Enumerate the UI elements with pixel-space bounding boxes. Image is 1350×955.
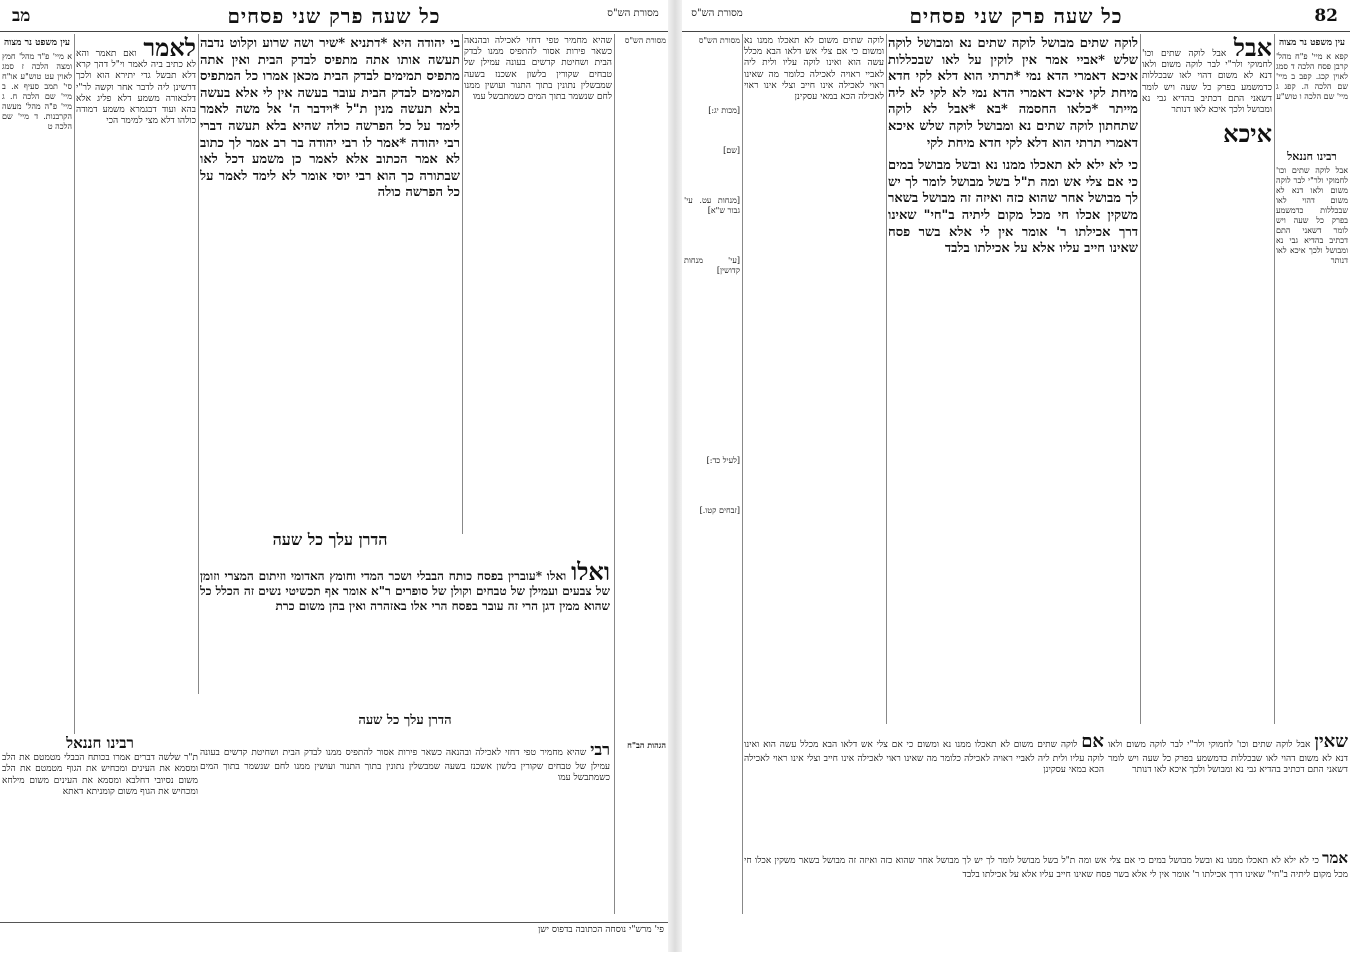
left-ein-mishpat-head: עין משפט נר מצוה [3,38,71,48]
book-gutter [668,0,682,952]
right-ein-mishpat-text: קפא א מיי' פ"ח מהל' קרבן פסח הלכה ד סמג לאוין קכג. קפב ב מיי' שם הלכה ה. קפג ג מיי' שם הלכה ו טוש"ע [1276,52,1348,101]
left-hadran-2: הדרן עלך כל שעה [358,713,452,728]
right-lower-start-word-2: שאין [1314,731,1348,752]
right-margin-note-2: [שם] [723,146,740,155]
right-lower-commentary [744,730,1104,840]
left-page [0,0,668,952]
left-bottom-line: פי' מרש"י נוסחה הכתובה בדפוס ישן [537,925,664,935]
left-rabbeinu-chananel-head: רבינו חננאל [66,736,134,752]
left-rabbeinu-chananel-text: ת"ר שלשה דברים אמרו בכותח הבבלי מטמטם את הלב ומסמא את העינים ומכחיש את הגוף מטמטם את הלב משום נסיובי דחלבא ומסמא את העינים משום מילחא ומכחיש את הגוף משום קומניתא דאתא [2,753,198,797]
right-margin-note-5: [לעיל כד:] [706,456,740,465]
right-divider-4 [1274,34,1275,724]
right-masoret-column [684,36,740,916]
left-ein-mishpat-text: א מיי' פ"ד מהל' חמץ ומצה הלכה ז סמג לאוין עט טוש"ע או"ח סי' תמב סעיף א. ב מיי' שם הלכה ח. ג מיי' פ"ה מהל' מעשה הקרבנות. ד מיי' שם הלכה ט [2,52,72,131]
right-main-text-column [888,36,1138,726]
right-margin-note-3: [מנחות עט. עי' גבור ש"א] [684,196,740,215]
left-masoret-head: מסורת הש"ס [624,36,666,45]
left-divider-3 [614,34,615,914]
right-corner-left: מסורת הש"ס [691,8,743,19]
left-second-text: ואלו *עוברין בפסח כותח הבבלי ושכר המדי וחומץ האדומי וזיתום המצרי וזומן של צבעים ועמילן של טבחים וקולן של סופרים ר"א אומר אף תכשיטי נשים זה הכלל כל שהוא ממין דגן הרי זה עובר בפסח הרי אלו באזהרה ואין בהן משום כרת [200,569,610,613]
left-header-rule [0,31,668,32]
right-divider-1 [742,34,743,914]
left-hagahot-label: הגהות הב"ח [627,740,666,750]
right-lower-text: לוקה שתים משום לא תאכלו ממנו נא ומשום כי אם צלי אש דלאו הבא מכלל עשה הוא ואינו לוקה עליו ולית ליה לאביי ראויה לאכילה כלומר מה שאינו ראוי לאכילה אינו חייב וצלי אינו ראוי לאכילה הכא במאי עסקינן [744,740,1104,776]
right-ein-mishpat [1276,36,1348,146]
left-tosafot-column [76,36,196,696]
left-bottom-notes [0,922,668,955]
right-rabbeinu-chananel-text: אבל לוקה שתים וכו' לחמוקי ולר"י לבר לוקה משום ולאו דנא לא משום דהוי לאו שבכללות כדמשמע בפרק כל שעה ויש לומר דשאני התם דכתיב בהדיא גבי נא ומבושל ולכך איכא לאו דנותר [1276,166,1348,265]
left-running-title: כל שעה פרק שני פסחים [227,4,441,28]
left-divider-1 [198,34,199,694]
right-margin-note-4: [עי' מנחות קדושין] [684,256,740,275]
right-divider-3 [1140,34,1141,724]
right-tosafot-start-word-2: איכא [1223,119,1272,149]
right-page [682,0,1350,952]
left-folio-number: מב [12,6,31,26]
right-rabbeinu-chananel [1276,150,1348,710]
left-lower-start-word: רבי [590,740,610,759]
right-tosafot-text: אבל לוקה שתים וכו' לחמוקי ולר"י לבר לוקה משום ולאו דנא לא משום דהוי לאו שבכללות כדמשמע בפרק כל שעה ויש לומר דשאני התם דכתיב בהדיא גבי נא ומבושל ולכך איכא לאו דנותר [1142,49,1272,116]
left-hadran-1: הדרן עלך כל שעה [272,530,388,549]
right-second-main-text: כי לא ילא לא תאכלו ממנו נא ובשל מבושל במים כי אם צלי אש ומה ת"ל בשל מבושל לומר לך יש לך מבושל אחר שהוא כזה ואיזה זה מבושל בשאר משקין אכלו חי מכל מקום ליתיה ב"חי" שאינו דרך אכילתו ר' אומר אין לי אלא בשר פסח שאינו חייב עליו אלא על אכילתו בלבד [888,158,1138,257]
right-divider-2 [886,34,887,724]
right-rabbeinu-chananel-head: רבינו חננאל [1287,150,1337,163]
right-lower-tosafot [1108,730,1348,840]
left-corner-right: מסורת הש"ס [607,8,659,19]
left-divider-4 [74,34,75,734]
left-main-text: בי יהודה היא *דתניא *שיר ושה שרוע וקלוט נדבה תעשה אותו אתה מתפיס לבדק הבית ואין אתה מתפיס תמימים לבדק הבית מכאן אמרו כל המתפיס תמימים לבדק הבית עובר בעשה אין לי אלא בעשה בלא תעשה מנין ת"ל *וידבר ה' אל משה לאמר לימד על כל הפרשה כולה שהיא בלא תעשה דברי רבי יהודה *אמר לו רבי יהודה בר רב אמר לך כתוב לא אמר הכתוב אלא לאמר כן משמע דכל לאו שבתורה כך הוא רבי יוסי אומר לא לימד לאמר על כל הפרשה כולה [200,36,460,201]
right-ein-mishpat-head: עין משפט נר מצוה [1278,38,1346,48]
right-bottom-text: כי לא ילא לא תאכלו ממנו נא ובשל מבושל במים כי אם צלי אש ומה ת"ל בשל מבושל לומר לך יש לך מבושל אחר שהוא כזה ואיזה זה מבושל בשאר משקין אכלו חי מכל מקום ליתיה ב"חי" שאינו דרך אכילתו ר' אומר אין לי אלא בשר פסח שאינו חייב עליו אלא על אכילתו בלבד [744,856,1348,880]
left-rashi-text: שהיא מחמיר טפי דחזי לאכילה ובהנאה כשאר פירות אסור להתפיס ממנו לבדק הבית ושחיטת קדשים בעונה עמילן של טבחים שקורין בלשון אשכנז בשעה שמבשלין נתונין בתוך התנור ועושין ממנו לחם שנשמר בתוך המים כשמתבשל עמו [464,36,612,103]
right-main-text: לוקה שתים מבושל לוקה שתים נא ומבושל לוקה שלש *אביי אמר אין לוקין על לאו שבכללות איכא דאמרי הדא נמי *תרתי הוא דלא לקי חדא מיחת לקי איכא דאמרי הדא נמי לא לקי לא ליה מייתר *כלאו החסמה *בא *אבל לא לוקה שתחתון לוקה שתים נא ומבושל לוקה שלש איכא דאמרי תרתי הוא דלא לקי חדא מיחת לקי [888,36,1138,151]
right-rashi-text: לוקה שתים משום לא תאכלו ממנו נא ומשום כי אם צלי אש דלאו הבא מכלל עשה הוא ואינו לוקה עליו ולית ליה לאביי ראויה לאכילה כלומר מה שאינו ראוי לאכילה אינו חייב וצלי אינו ראוי לאכילה הכא במאי עסקינן [744,36,884,103]
left-page-header [0,4,668,30]
right-page-header [682,4,1350,30]
right-lower-start-word: אם [1081,731,1104,752]
left-lower-commentary [200,738,610,866]
left-tosafot-start-word: לאמר [143,36,196,62]
right-tosafot-start-word: אבל [1233,36,1272,62]
right-header-rule [682,31,1350,32]
right-running-title: כל שעה פרק שני פסחים [909,4,1123,28]
right-margin-note-6: [זבחים קטו.] [699,506,740,515]
left-masoret-column [616,36,666,736]
right-masoret-head: מסורת הש"ס [698,36,740,45]
left-rabbeinu-chananel [2,736,198,866]
right-bottom-commentary [744,846,1348,946]
right-lower-tosafot-text: אבל לוקה שתים וכו' לחמוקי ולר"י לבר לוקה משום ולאו דנא לא משום דהוי לאו שבכללות כדמשמע בפרק כל שעה ויש לומר דשאני התם דכתיב בהדיא גבי נא ומבושל ולכך איכא לאו דנותר [1108,740,1348,776]
right-margin-note-1: [מכות יג:] [708,106,740,115]
right-folio-number: 82 [1314,6,1338,26]
left-second-section [200,560,610,700]
right-rashi-column [744,36,884,726]
left-lower-text: שהיא מחמיר טפי דחזי לאכילה ובהנאה כשאר פירות אסור להתפיס ממנו לבדק הבית ושחיטת קדשים בעונה עמילן של טבחים שקורין בלשון אשכנז בשעה שמבשלין נתונין בתוך התנור ועושין ממנו לחם שנשמר בתוך המים כשמתבשל עמו [200,748,610,784]
left-tosafot-text: ואם תאמר והא לא כתיב ביה לאמר וי"ל דהך קרא דלא תבשל גדי יתירא הוא ולכך דרשינן ליה לדבר אחר וקשה לר"י דלכאורה משמע דלא פליג אלא בהא ועוד דבגמרא משמע דמודה כולהו דלא מצי למימר הכי [76,49,196,127]
left-divider-2 [462,34,463,534]
right-bottom-start-word: אמר [1322,849,1348,867]
left-second-start-word: ואלו [571,560,610,586]
right-tosafot-column [1142,36,1272,726]
left-ein-mishpat [2,36,72,336]
